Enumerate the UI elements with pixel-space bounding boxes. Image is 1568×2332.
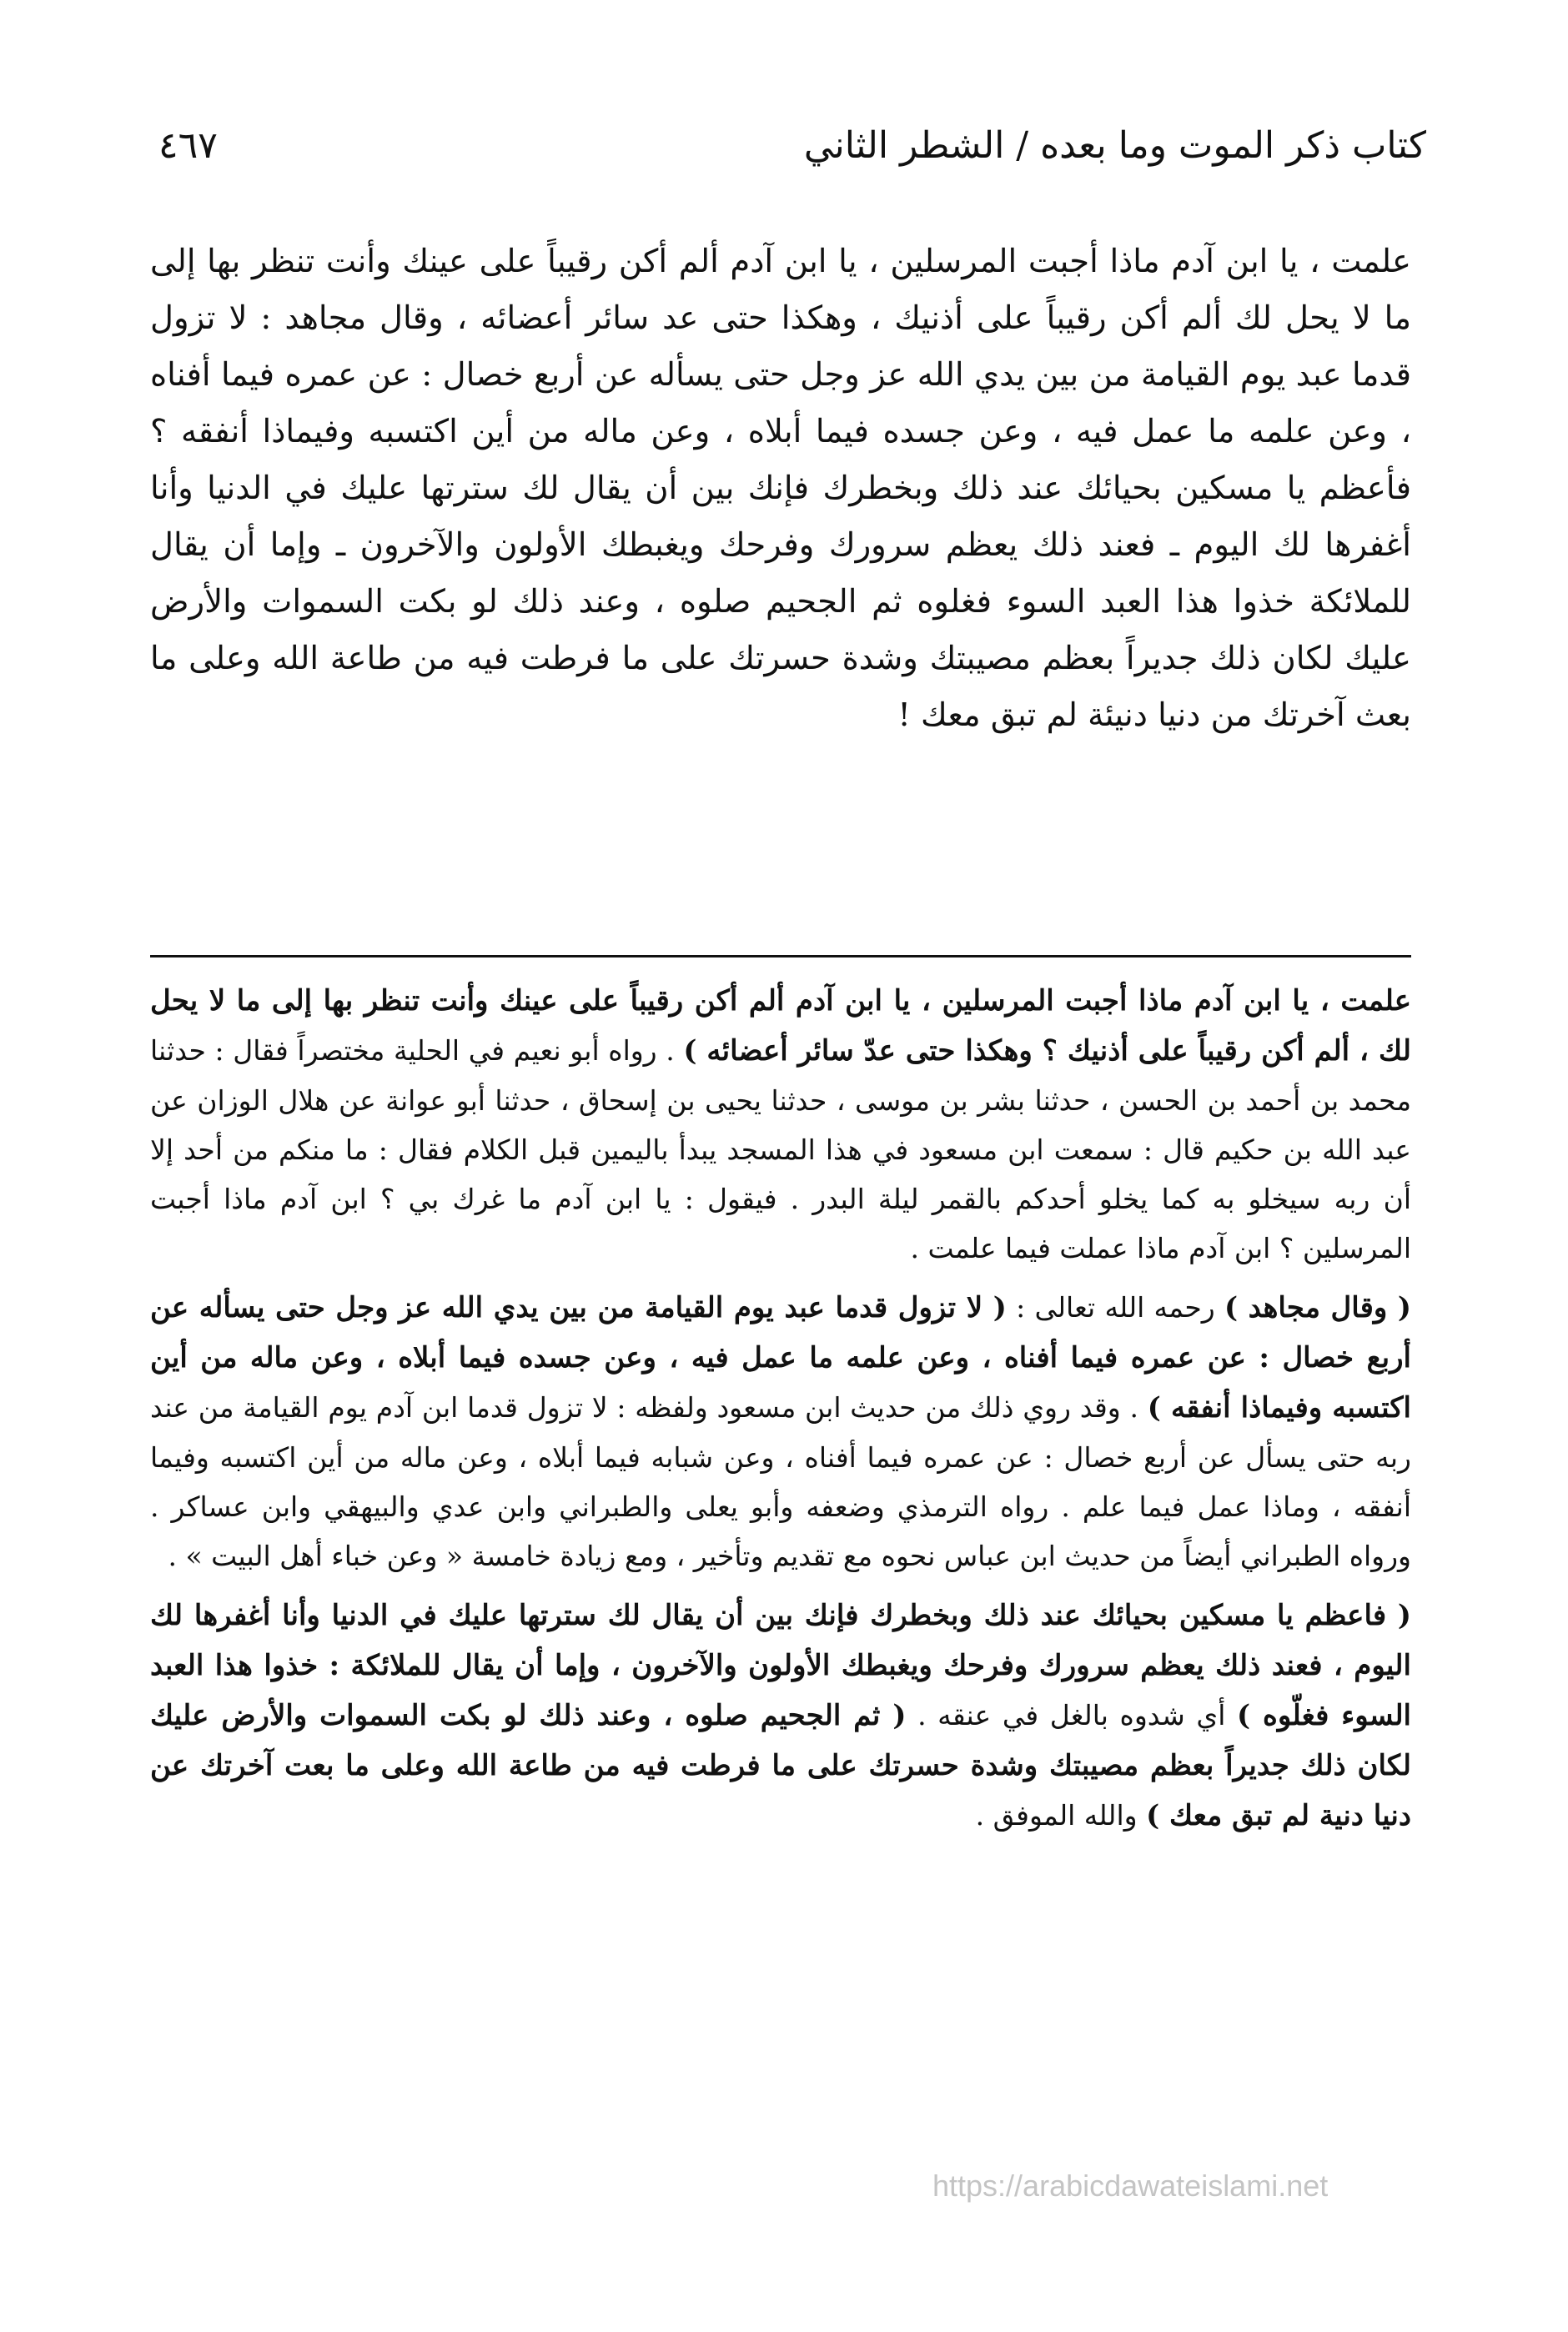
commentary-paragraph-3 <box>150 1591 1411 1841</box>
commentary-block <box>150 976 1411 1851</box>
explanation-text: والله الموفق . <box>975 1799 1138 1832</box>
main-text-block <box>150 234 1411 744</box>
explanation-text: . رواه أبو نعيم في الحلية مختصراً فقال : حدثنا محمد بن أحمد بن الحسن ، حدثنا بشر بن موسى ، حدثنا يحيى بن إسحاق ، حدثنا أبو عوانة عن هلال الوزان عن عبد الله بن حكيم قال : سمعت ابن مسعود في هذا المسجد يبدأ باليمين قبل الكلام فقال : ما منكم من أحد إلا أن ربه سيخلو به كما يخلو أحدكم بالقمر ليلة البدر . فيقول : يا ابن آدم ما غرك بي ؟ ابن آدم ماذا أجبت المرسلين ؟ ابن آدم ماذا عملت فيما علمت . <box>150 1034 1411 1264</box>
quoted-text: علمت ، يا ابن آدم ماذا أجبت المرسلين ، يا ابن آدم ألم أكن رقيباً على عينك وأنت تنظر بها إلى ما لا يحل لك ، ألم أكن رقيباً على أذنيك ؟ وهكذا حتى عدّ سائر أعضائه ) <box>150 984 1412 1068</box>
running-title: كتاب ذكر الموت وما بعده / الشطر الثاني <box>803 124 1426 167</box>
quoted-text: ( فاعظم يا مسكين بحيائك عند ذلك وبخطرك فإنك بين أن يقال لك سترتها عليك في الدنيا وأنا أغفرها لك اليوم ، فعند ذلك يعظم سرورك وفرحك ويغبطك الأولون والآخرون ، وإما أن يقال للملائكة : خذوا هذا العبد السوء فغلّوه ) <box>150 1599 1411 1732</box>
page-number: ٤٦٧ <box>158 124 218 167</box>
quoted-text: ( ثم الجحيم صلوه ، وعند ذلك لو بكت السموات والأرض عليك لكان ذلك جديراً بعظم مصيبتك وشدة حسرتك على ما فرطت فيه من طاعة الله وعلى ما بعت آخرتك عن دنيا دنية لم تبق معك ) <box>150 1699 1411 1832</box>
explanation-text: أي شدوه بالغل في عنقه . <box>917 1699 1226 1731</box>
explanation-text: . وقد روي ذلك من حديث ابن مسعود ولفظه : لا تزول قدما ابن آدم يوم القيامة من عند ربه حتى يسأل عن أربع خصال : عن عمره فيما أفناه ، وعن شبابه فيما أبلاه ، وعن ماله من أين اكتسبه وفيما أنفقه ، وماذا عمل فيما علم . رواه الترمذي وضعفه وأبو يعلى والطبراني وابن عدي والبيهقي وابن عساكر . ورواه الطبراني أيضاً من حديث ابن عباس نحوه مع تقديم وتأخير ، ومع زيادة خامسة « وعن خباء أهل البيت » . <box>150 1391 1411 1572</box>
commentary-paragraph-1 <box>150 976 1411 1273</box>
quoted-text: ( وقال مجاهد ) <box>1224 1291 1411 1324</box>
separator-rule <box>150 955 1411 957</box>
quoted-text: ( لا تزول قدما عبد يوم القيامة من بين يدي الله عز وجل حتى يسأله عن أربع خصال : عن عمره فيما أفناه ، وعن علمه ما عمل فيه ، وعن جسده فيما أبلاه ، وعن ماله من أين اكتسبه وفيماذا أنفقه ) <box>150 1291 1411 1425</box>
page-header <box>142 121 1426 179</box>
watermark-url: https://arabicdawateislami.net <box>932 2169 1329 2203</box>
commentary-paragraph-2 <box>150 1283 1411 1581</box>
explanation-text: رحمه الله تعالى : <box>1016 1291 1215 1324</box>
main-paragraph: علمت ، يا ابن آدم ماذا أجبت المرسلين ، يا ابن آدم ألم أكن رقيباً على عينك وأنت تنظر بها إلى ما لا يحل لك ألم أكن رقيباً على أذنيك ، وهكذا حتى عد سائر أعضائه ، وقال مجاهد : لا تزول قدما عبد يوم القيامة من بين يدي الله عز وجل حتى يسأله عن أربع خصال : عن عمره فيما أفناه ، وعن علمه ما عمل فيه ، وعن جسده فيما أبلاه ، وعن ماله من أين اكتسبه وفيماذا أنفقه ؟ فأعظم يا مسكين بحيائك عند ذلك وبخطرك فإنك بين أن يقال لك سترتها عليك في الدنيا وأنا أغفرها لك اليوم ـ فعند ذلك يعظم سرورك وفرحك ويغبطك الأولون والآخرون ـ وإما أن يقال للملائكة خذوا هذا العبد السوء فغلوه ثم الجحيم صلوه ، وعند ذلك لو بكت السموات والأرض عليك لكان ذلك جديراً بعظم مصيبتك وشدة حسرتك على ما فرطت فيه من طاعة الله وعلى ما بعث آخرتك من دنيا دنيئة لم تبق معك ! <box>150 243 1411 734</box>
